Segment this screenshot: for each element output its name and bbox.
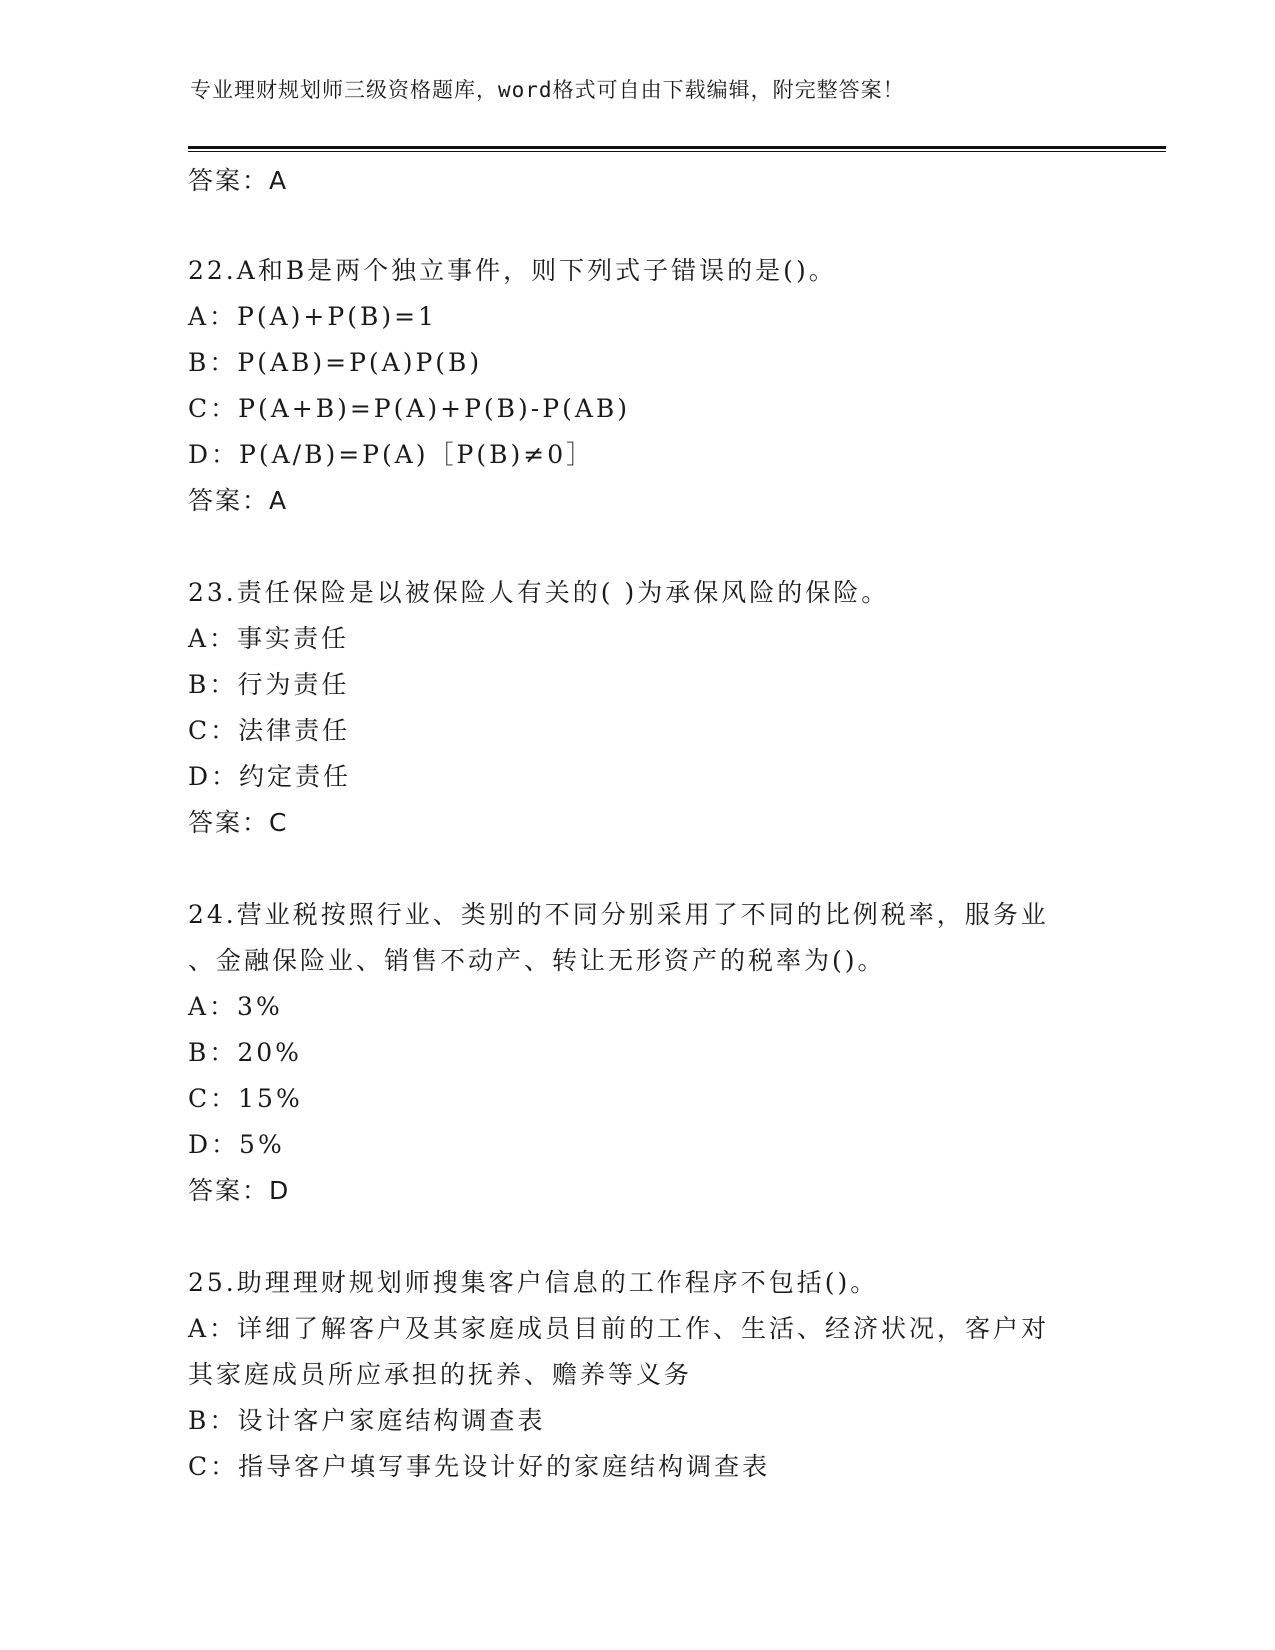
option-a: A：P(A)+P(B)=1 [188, 302, 437, 331]
question-stem: 22.A和B是两个独立事件，则下列式子错误的是()。 [188, 256, 837, 285]
option-b: B：设计客户家庭结构调查表 [188, 1406, 546, 1435]
option-d: D：5% [188, 1130, 285, 1159]
header-rule-thick [188, 146, 1166, 149]
option-b: B：P(AB)=P(A)P(B) [188, 348, 483, 377]
option-a-line-2: 其家庭成员所应承担的抚养、赡养等义务 [188, 1360, 693, 1389]
answer: 答案：D [188, 1176, 291, 1205]
option-b: B：20% [188, 1038, 302, 1067]
option-d: D：P(A/B)=P(A)［P(B)≠0］ [188, 440, 595, 469]
option-b: B：行为责任 [188, 670, 350, 699]
question-stem: 23.责任保险是以被保险人有关的( )为承保风险的保险。 [188, 578, 890, 607]
page-header: 专业理财规划师三级资格题库，word格式可自由下载编辑，附完整答案！ [190, 78, 905, 102]
answer: 答案：A [188, 486, 289, 515]
option-c: C：P(A+B)=P(A)+P(B)-P(AB) [188, 394, 631, 423]
question-25 [188, 1260, 1178, 1490]
option-c: C：法律责任 [188, 716, 351, 745]
question-stem: 25.助理理财规划师搜集客户信息的工作程序不包括()。 [188, 1268, 879, 1297]
answer-21: 答案：A [188, 166, 289, 195]
question-stem-line-2: 、金融保险业、销售不动产、转让无形资产的税率为()。 [188, 946, 886, 975]
answer: 答案：C [188, 808, 289, 837]
option-c: C：15% [188, 1084, 303, 1113]
question-22 [188, 248, 1178, 524]
header-rule-thin [188, 151, 1166, 152]
question-list [188, 158, 1178, 1490]
option-a: A：3% [188, 992, 283, 1021]
question-stem-line-1: 24.营业税按照行业、类别的不同分别采用了不同的比例税率，服务业 [188, 900, 1049, 929]
option-a: A：事实责任 [188, 624, 350, 653]
option-c: C：指导客户填写事先设计好的家庭结构调查表 [188, 1452, 771, 1481]
option-d: D：约定责任 [188, 762, 352, 791]
question-24 [188, 892, 1178, 1214]
option-a-line-1: A：详细了解客户及其家庭成员目前的工作、生活、经济状况，客户对 [188, 1314, 1050, 1343]
question-23 [188, 570, 1178, 846]
